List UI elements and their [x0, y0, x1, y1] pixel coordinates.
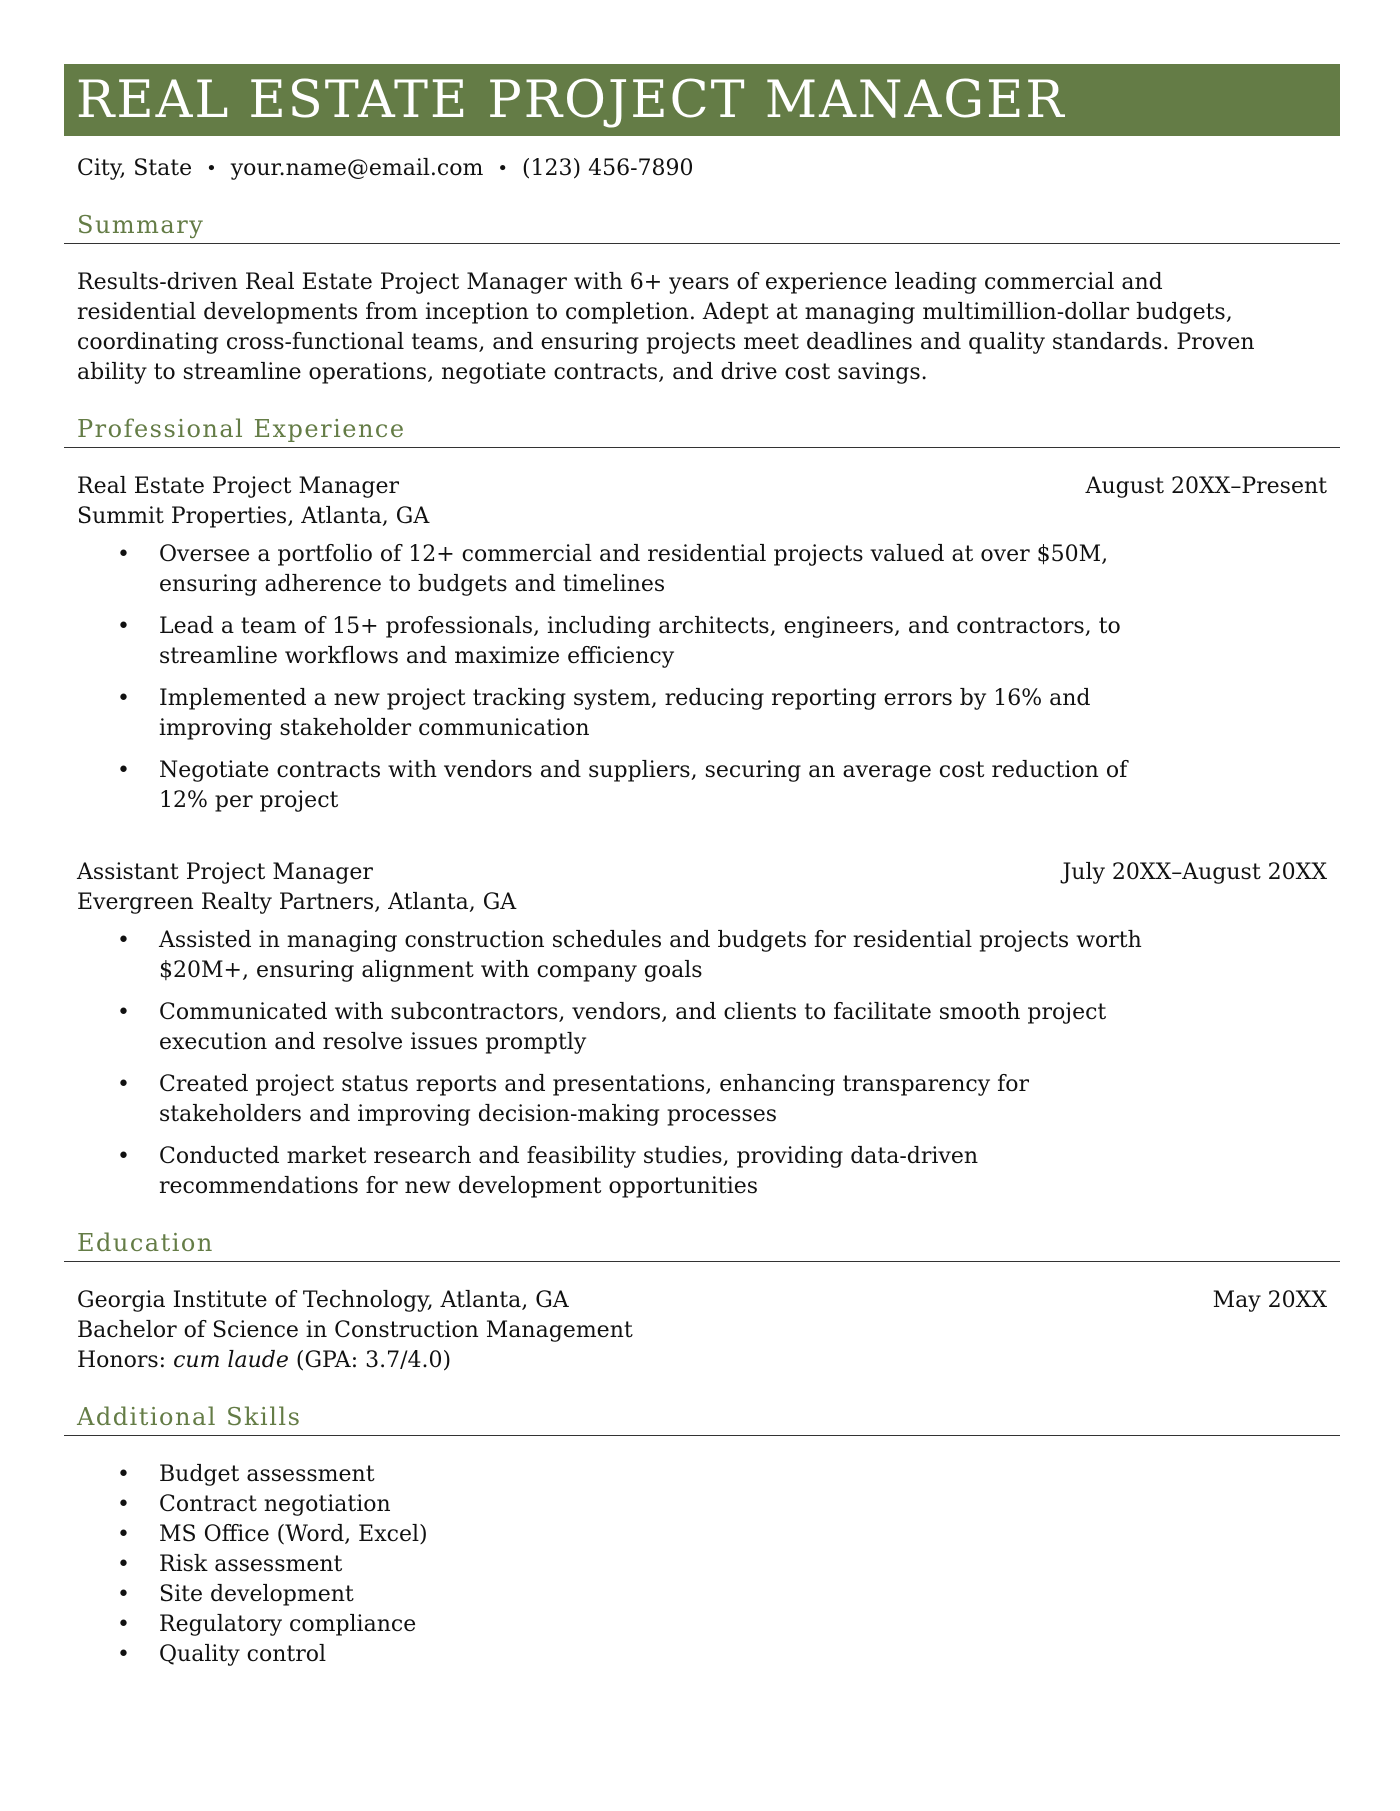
education-honors [77, 1346, 1327, 1376]
summary-section [64, 210, 1340, 388]
job-bullet: • Lead a team of 15+ professionals, including architects, engineers, and contractors, to streamline workflows and maximize efficiency [77, 612, 1159, 672]
skill-item: • Contract negotiation [77, 1490, 1327, 1520]
contact-line [64, 154, 1340, 184]
experience-heading-rule [64, 414, 1340, 448]
job-bullet: • Implemented a new project tracking system, reducing reporting errors by 16% and improving stakeholder communication [77, 684, 1159, 744]
job-company: Evergreen Realty Partners, Atlanta, GA [77, 890, 517, 915]
summary-text: Results-driven Real Estate Project Manager with 6+ years of experience leading commercial and residential developments from inception to completion. Adept at managing multimillion-dollar budgets, coordinating cross-functional teams, and ensuring projects meet deadlines and quality standards. Proven ability to streamline operations, negotiate contracts, and drive cost savings. [77, 270, 1255, 385]
education-heading: Education [77, 1229, 214, 1257]
skill-item: • Risk assessment [77, 1550, 1327, 1580]
honors-label: Honors: [77, 1348, 167, 1373]
skills-heading: Additional Skills [77, 1403, 302, 1431]
job-bullet: • Created project status reports and presentations, enhancing transparency for stakeholders and improving decision-making processes [77, 1070, 1159, 1130]
skill-item: • Regulatory compliance [77, 1610, 1327, 1640]
skills-list [77, 1460, 1327, 1670]
job-bullet: • Negotiate contracts with vendors and suppliers, securing an average cost reduction of 12% per project [77, 756, 1159, 816]
contact-location: City, State [77, 156, 193, 181]
job-company: Summit Properties, Atlanta, GA [77, 504, 430, 529]
contact-separator: • [497, 158, 508, 179]
education-degree: Bachelor of Science in Construction Management [77, 1318, 633, 1343]
skill-item: • Budget assessment [77, 1460, 1327, 1490]
skills-section [64, 1402, 1340, 1670]
honors-value: cum laude [173, 1348, 289, 1373]
skill-item: • Quality control [77, 1640, 1327, 1670]
skill-item: • MS Office (Word, Excel) [77, 1520, 1327, 1550]
education-school: Georgia Institute of Technology, Atlanta, GA [77, 1288, 569, 1313]
skills-heading-rule [64, 1402, 1340, 1436]
job-title: Assistant Project Manager [77, 860, 373, 885]
summary-heading: Summary [77, 211, 205, 239]
education-section [64, 1228, 1340, 1376]
job-bullet: • Oversee a portfolio of 12+ commercial and residential projects valued at over $50M, ensuring adherence to budgets and timelines [77, 540, 1159, 600]
job-dates: July 20XX–August 20XX [1062, 860, 1327, 885]
title-banner [64, 64, 1340, 136]
job-bullets [77, 926, 1327, 1202]
page-title: REAL ESTATE PROJECT MANAGER [76, 70, 1066, 130]
skill-item: • Site development [77, 1580, 1327, 1610]
contact-email: your.name@email.com [230, 156, 484, 181]
experience-heading: Professional Experience [77, 415, 406, 443]
education-heading-rule [64, 1228, 1340, 1262]
contact-phone: (123) 456-7890 [521, 156, 694, 181]
contact-separator: • [206, 158, 217, 179]
summary-heading-rule [64, 210, 1340, 244]
job-entry [77, 858, 1327, 1202]
resume-page [64, 64, 1340, 1670]
education-gpa: (GPA: 3.7/4.0) [295, 1348, 452, 1373]
job-bullet: • Communicated with subcontractors, vendors, and clients to facilitate smooth project execution and resolve issues promptly [77, 998, 1159, 1058]
job-bullet: • Assisted in managing construction schedules and budgets for residential projects worth $20M+, ensuring alignment with company goals [77, 926, 1159, 986]
job-bullets [77, 540, 1327, 816]
job-dates: August 20XX–Present [1085, 474, 1327, 499]
education-date: May 20XX [1212, 1288, 1327, 1313]
job-entry [77, 472, 1327, 816]
job-bullet: • Conducted market research and feasibility studies, providing data-driven recommendations for new development opportunities [77, 1142, 1159, 1202]
experience-section [64, 414, 1340, 1202]
job-title: Real Estate Project Manager [77, 474, 399, 499]
